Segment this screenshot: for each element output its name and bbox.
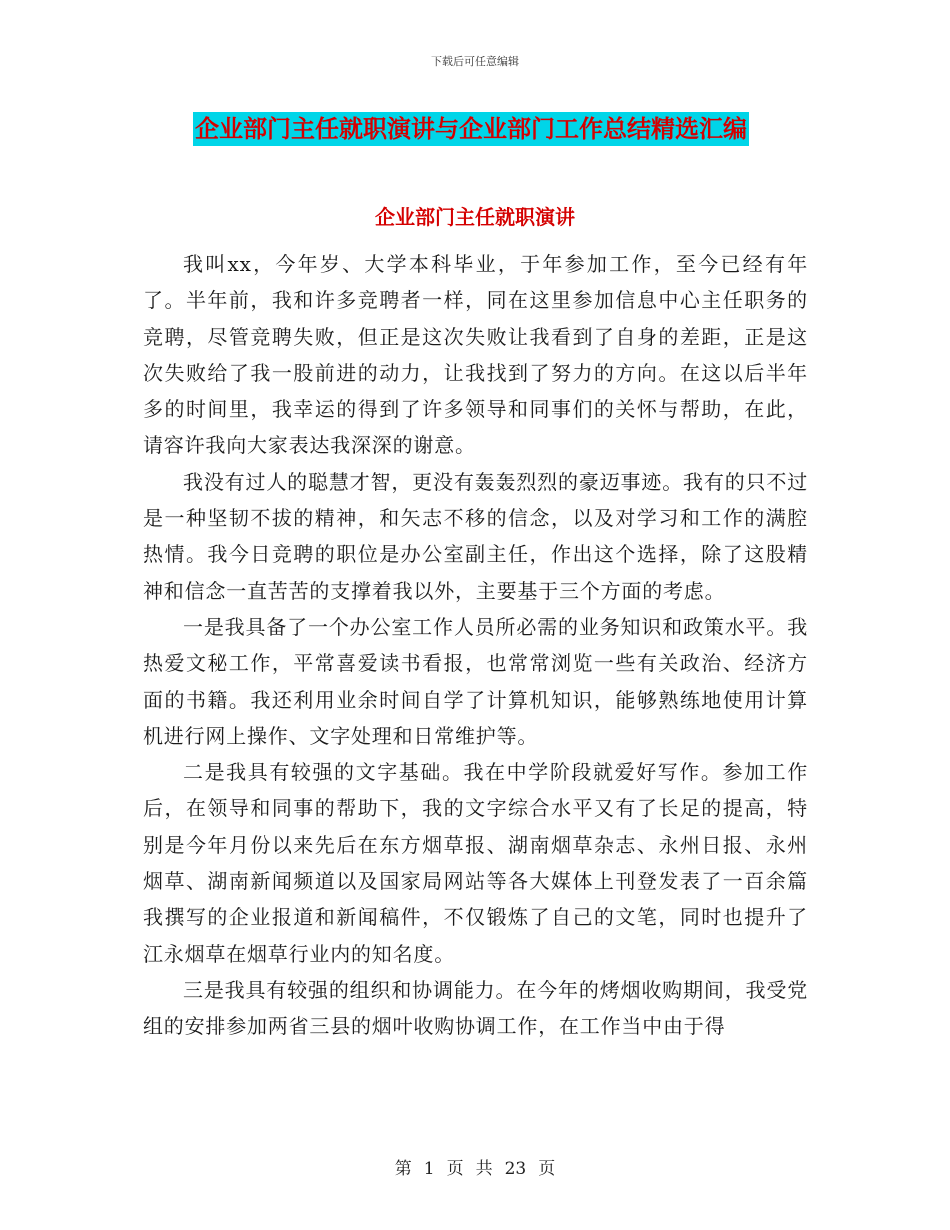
document-title: 企业部门主任就职演讲与企业部门工作总结精选汇编 [193,112,749,146]
paragraph-5: 三是我具有较强的组织和协调能力。在今年的烤烟收购期间，我受党组的安排参加两省三县的烟叶收购协调工作，在工作当中由于得 [143,977,808,1039]
paragraph-3: 一是我具备了一个办公室工作人员所必需的业务知识和政策水平。我热爱文秘工作，平常喜爱读书看报，也常常浏览一些有关政治、经济方面的书籍。我还利用业余时间自学了计算机知识，能够熟练地使用计算机进行网上操作、文字处理和日常维护等。 [143,614,808,748]
footer-label-of: 页 [446,1159,464,1179]
paragraph-2: 我没有过人的聪慧才智，更没有轰轰烈烈的豪迈事迹。我有的只不过是一种坚韧不拔的精神，和矢志不移的信念，以及对学习和工作的满腔热情。我今日竞聘的职位是办公室副主任，作出这个选择，除了这股精神和信念一直苦苦的支撑着我以外，主要基于三个方面的考虑。 [143,469,808,603]
header-note: 下载后可任意编辑 [431,55,519,68]
footer-label-end: 页 [538,1159,556,1179]
paragraph-4: 二是我具有较强的文字基础。我在中学阶段就爱好写作。参加工作后，在领导和同事的帮助下，我的文字综合水平又有了长足的提高，特别是今年月份以来先后在东方烟草报、湖南烟草杂志、永州日报、永州烟草、湖南新闻频道以及国家局网站等各大媒体上刊登发表了一百余篇我撰写的企业报道和新闻稿件，不仅锻炼了自己的文笔，同时也提升了江永烟草在烟草行业内的知名度。 [143,760,808,966]
current-page-number: 1 [423,1159,435,1179]
total-pages-number: 23 [504,1159,527,1179]
footer-label-page: 第 [394,1159,412,1179]
footer-label-total: 共 [475,1159,493,1179]
section-title: 企业部门主任就职演讲 [375,205,575,229]
body-text [143,246,808,1045]
paragraph-1: 我叫xx，今年岁、大学本科毕业，于年参加工作，至今已经有年了。半年前，我和许多竞聘者一样，同在这里参加信息中心主任职务的竞聘，尽管竞聘失败，但正是这次失败让我看到了自身的差距，正是这次失败给了我一股前进的动力，让我找到了努力的方向。在这以后半年多的时间里，我幸运的得到了许多领导和同事们的关怀与帮助，在此，请容许我向大家表达我深深的谢意。 [143,252,808,458]
page-footer [0,1154,950,1179]
